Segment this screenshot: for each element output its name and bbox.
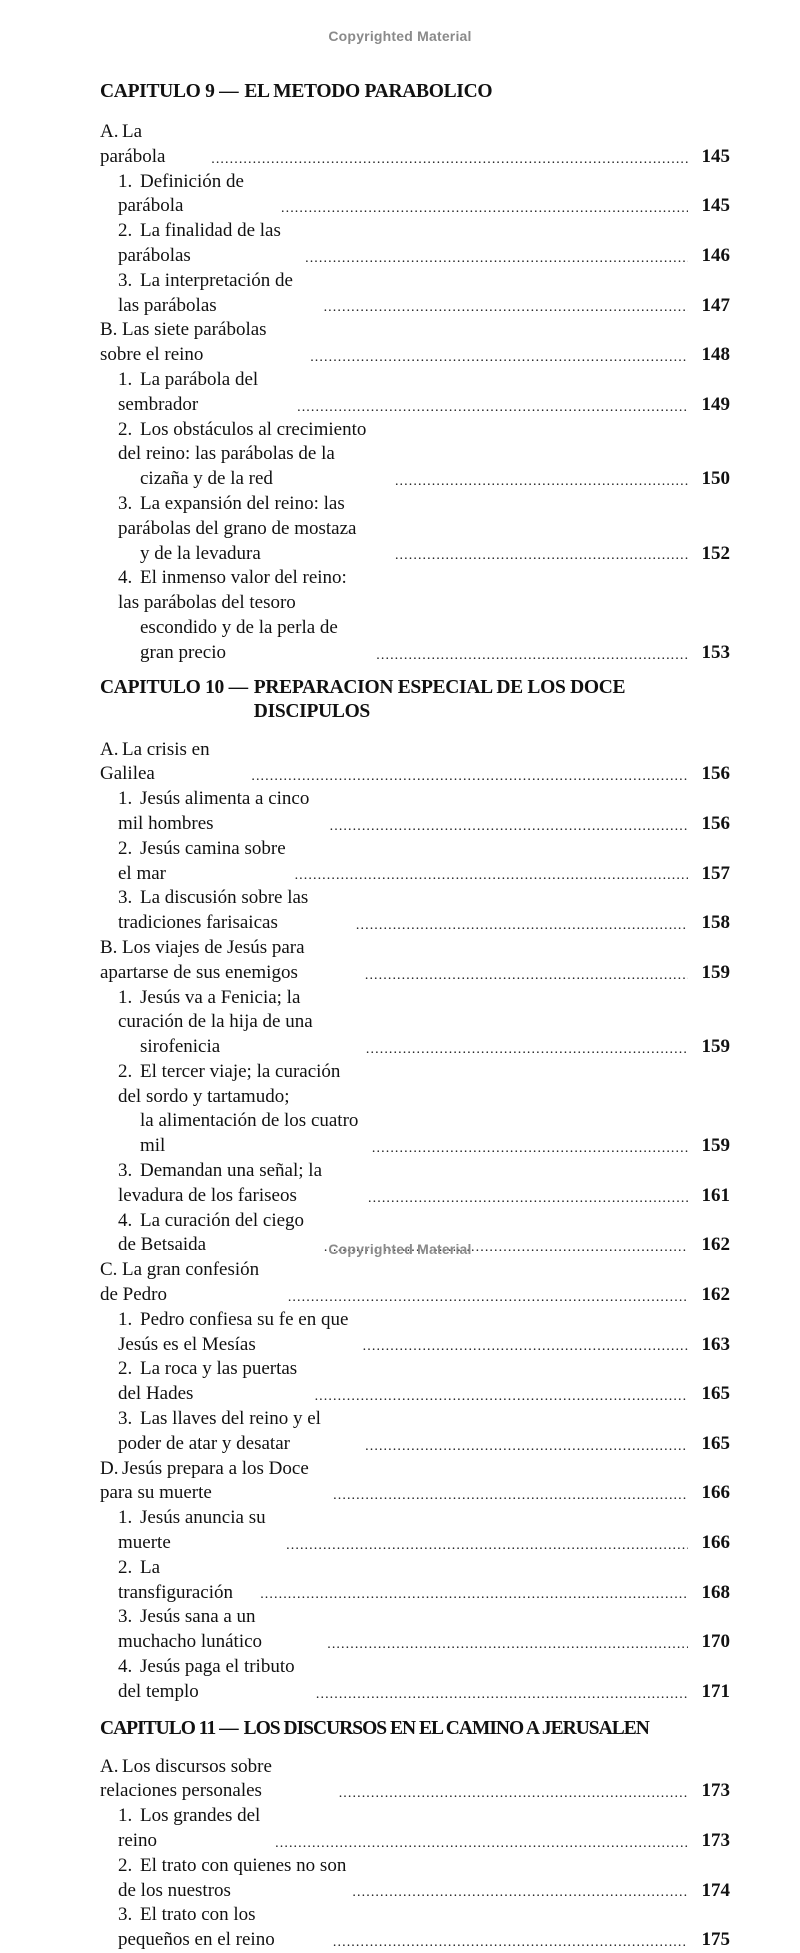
page-number: 173 [701,1780,730,1802]
page-number: 165 [701,1383,730,1405]
entry-label [118,1804,269,1854]
dot-leader [365,1437,688,1457]
toc-entry[interactable] [100,1457,730,1507]
entry-line [118,1308,357,1358]
entry-line [118,492,389,542]
chapter-number: CAPITULO 10 — [100,676,248,698]
chapter-title: LOS DISCURSOS EN EL CAMINO A JERUSALEN [243,1717,649,1739]
entry-prefix: 2. [118,1854,133,1876]
page-number: 162 [701,1234,730,1256]
entry-line [100,738,245,788]
dot-leader [288,1288,688,1308]
page-number: 156 [701,763,730,785]
entry-text: La parábola [100,121,166,167]
page-number: 166 [701,1482,730,1504]
entry-line [118,986,360,1036]
page-number: 161 [701,1184,730,1206]
entry-text: La interpretación de las parábolas [118,269,293,316]
entry-label [118,986,360,1060]
entry-prefix: 4. [118,1656,133,1678]
page-number: 173 [701,1830,730,1851]
entry-line [118,1506,280,1556]
page-number: 174 [701,1879,730,1901]
dot-leader [352,1883,688,1903]
entry-prefix: 3. [118,1160,133,1182]
entry-prefix: B. [100,936,118,958]
entry-label [118,269,318,319]
page-number: 168 [701,1581,730,1603]
entry-text: La roca y las puertas del Hades [118,1358,298,1405]
chapter-heading [100,80,730,104]
entry-line [118,368,291,418]
dot-leader [297,398,688,418]
entry-line [118,787,324,837]
entry-line [118,1109,366,1159]
entry-label [118,1903,327,1953]
entry-label [118,1357,309,1407]
entry-prefix: B. [100,319,118,341]
dot-leader [211,150,688,170]
entry-prefix: 2. [118,1556,133,1578]
dot-leader [286,1536,688,1556]
entry-line [118,566,370,616]
entry-prefix: 2. [118,220,133,242]
dot-leader [339,1784,688,1804]
page-number: 170 [701,1631,730,1653]
entry-line [118,1407,359,1457]
page-number: 158 [701,912,730,934]
page-number: 147 [701,294,730,316]
entry-label [118,1556,254,1606]
entry-line [118,1854,346,1904]
entry-text: La discusión sobre las tradiciones farisaicas [118,887,309,934]
entry-prefix: D. [100,1457,119,1479]
entry-text: La finalidad de las parábolas [118,220,281,266]
dot-leader [275,1834,688,1854]
entry-text: El trato con los pequeños en el reino [118,1904,275,1951]
entry-prefix: 3. [118,269,133,291]
watermark-bottom: Copyrighted Material [328,1241,472,1257]
entry-text: La crisis en Galilea [100,738,210,785]
toc-entry[interactable] [100,1804,730,1854]
entry-line [118,1357,309,1407]
entry-line [118,1159,362,1209]
dot-leader [366,1040,688,1060]
page-number: 162 [701,1284,730,1306]
entry-line [100,120,205,170]
entry-prefix: 4. [118,1209,133,1231]
chapter-title: PREPARACION ESPECIAL DE LOS DOCE DISCIPULOS [253,676,626,722]
entry-label [100,120,205,170]
entry-line [118,616,370,666]
entry-text: El trato con quienes no son de los nuestros [118,1854,347,1901]
page-number: 157 [701,862,730,884]
entry-label [118,1605,321,1655]
toc-entry[interactable] [100,1556,730,1606]
page-number: 150 [701,468,730,490]
dot-leader [395,546,688,566]
entry-prefix: 1. [118,368,133,390]
entry-line [100,936,359,986]
toc-entry[interactable] [100,1506,730,1556]
entry-text: El tercer viaje; la curación del sordo y tartamudo; [118,1060,341,1107]
page-number: 166 [701,1532,730,1554]
entry-prefix: 1. [118,986,133,1008]
entry-text: Los grandes del reino [118,1805,261,1851]
page-number: 153 [701,641,730,663]
dot-leader [368,1189,688,1209]
toc-entry[interactable] [100,1854,730,1904]
entry-text: Definición de parábola [118,170,244,217]
toc-entry[interactable] [100,1655,730,1705]
entry-label [118,1506,280,1556]
dot-leader [316,1685,688,1705]
entry-line [100,1755,333,1805]
page-number: 145 [701,145,730,167]
entry-text: Jesús prepara a los Doce para su muerte [100,1457,309,1504]
page-number: 159 [701,961,730,983]
toc-entry[interactable] [100,1903,730,1953]
entry-label [118,170,275,220]
entry-text: y de la levadura [140,542,261,564]
entry-label [100,738,245,788]
toc-entry[interactable] [100,787,730,837]
entry-line [118,1556,254,1606]
entry-line [118,1035,360,1060]
entry-label [118,1655,310,1705]
entry-text: La parábola del sembrador [118,368,259,415]
table-of-contents [100,80,730,1953]
entry-text: El inmenso valor del reino: las parábolas del tesoro [118,567,347,614]
toc-entry[interactable] [100,837,730,887]
entry-line [118,837,289,887]
entry-prefix: 1. [118,1805,133,1827]
toc-entry[interactable] [100,1308,730,1358]
dot-leader [372,1139,688,1159]
entry-prefix: 3. [118,887,133,909]
dot-leader [376,646,688,666]
entry-line [118,542,389,567]
entry-prefix: 3. [118,1606,133,1628]
toc-entry[interactable] [100,886,730,936]
entry-label [100,936,359,986]
entry-prefix: A. [100,121,119,142]
page-number: 148 [701,344,730,366]
entry-text: Jesús va a Fenicia; la curación de la hija de una [118,986,313,1033]
entry-text: Jesús camina sobre el mar [118,837,286,884]
toc-entry[interactable] [100,1755,730,1805]
toc-entry[interactable] [100,936,730,986]
dot-leader [305,249,688,269]
entry-label [118,1308,357,1358]
watermark-top: Copyrighted Material [328,28,472,44]
entry-text: Las llaves del reino y el poder de atar y desatar [118,1408,321,1454]
toc-entry[interactable] [100,318,730,368]
toc-entry[interactable] [100,418,730,492]
entry-text: La gran confesión de Pedro [100,1259,260,1306]
entry-text: Jesús sana a un muchacho lunático [118,1606,263,1653]
entry-line [118,219,299,269]
entry-text: La expansión del reino: las parábolas del grano de mostaza [118,492,357,539]
page-number: 146 [701,244,730,266]
entry-prefix: 3. [118,492,133,514]
toc-entry[interactable] [100,1159,730,1209]
chapter-number: CAPITULO 9 — [100,81,239,102]
entry-prefix: 1. [118,788,133,810]
chapter-title: EL METODO PARABOLICO [244,81,493,102]
page-number: 175 [701,1929,730,1951]
page-number: 159 [701,1135,730,1157]
entry-text: Demandan una señal; la levadura de los fariseos [118,1160,323,1206]
entry-prefix: 1. [118,1308,133,1330]
entry-prefix: 1. [118,170,133,192]
page-number: 171 [701,1680,730,1702]
toc-entry[interactable] [100,1357,730,1407]
toc-entry[interactable] [100,219,730,269]
toc-entry[interactable] [100,368,730,418]
page-number: 149 [701,393,730,415]
chapter-heading [100,676,730,724]
entry-label [118,1060,366,1159]
toc-entry[interactable] [100,1407,730,1457]
dot-leader [295,866,688,886]
entry-prefix: 2. [118,1060,133,1082]
entry-label [100,1755,333,1805]
dot-leader [251,767,688,787]
dot-leader [281,199,688,219]
entry-text: Las siete parábolas sobre el reino [100,319,267,366]
entry-prefix: C. [100,1259,118,1281]
entry-prefix: 1. [118,1507,133,1529]
dot-leader [395,472,688,492]
toc-entry[interactable] [100,492,730,566]
entry-line [118,1655,310,1705]
entry-text: cizaña y de la red [140,468,273,490]
dot-leader [260,1585,688,1605]
entry-text: Los obstáculos al crecimiento del reino: las parábolas de la [118,418,367,465]
page-number: 145 [701,195,730,217]
toc-entry[interactable] [100,1605,730,1655]
entry-prefix: 3. [118,1904,133,1926]
entry-line [118,170,275,220]
page-number: 163 [701,1333,730,1355]
toc-entry[interactable] [100,1060,730,1159]
dot-leader [330,817,688,837]
entry-label [118,1407,359,1457]
dot-leader [365,966,688,986]
entry-label [118,219,299,269]
page-number: 152 [701,542,730,564]
entry-label [100,1258,282,1308]
entry-line [118,1605,321,1655]
toc-entry[interactable] [100,738,730,788]
entry-text: Jesús alimenta a cinco mil hombres [118,788,310,834]
entry-label [100,1457,327,1507]
entry-text: Pedro confiesa su fe en que Jesús es el Mesías [118,1308,349,1355]
entry-line [118,1903,327,1953]
entry-line [118,418,389,468]
toc-entry[interactable] [100,170,730,220]
entry-label [118,886,350,936]
entry-text: Jesús anuncia su muerte [118,1507,266,1554]
toc-entry[interactable] [100,986,730,1060]
entry-label [118,418,389,492]
entry-line [118,269,318,319]
entry-line [118,1060,366,1110]
entry-text: la alimentación de los cuatro mil [140,1110,359,1157]
entry-text: Los viajes de Jesús para apartarse de sus enemigos [100,936,305,983]
entry-text: Los discursos sobre relaciones personales [100,1755,272,1802]
entry-line [118,467,389,492]
page-number: 156 [701,812,730,834]
entry-label [118,368,291,418]
dot-leader [327,1635,688,1655]
page-number: 165 [701,1432,730,1454]
dot-leader [333,1933,688,1953]
entry-line [118,1804,269,1854]
entry-line [100,318,304,368]
chapter-heading [100,1717,730,1741]
dot-leader [324,298,688,318]
toc-entry[interactable] [100,120,730,170]
dot-leader [333,1486,688,1506]
entry-prefix: A. [100,1755,119,1777]
entry-text: La curación del ciego de Betsaida [118,1209,305,1256]
dot-leader [315,1387,688,1407]
dot-leader [310,348,688,368]
entry-label [118,492,389,566]
entry-label [118,1854,346,1904]
entry-prefix: 3. [118,1408,133,1430]
entry-line [100,1457,327,1507]
entry-label [118,787,324,837]
entry-text: sirofenicia [140,1036,221,1058]
entry-prefix: A. [100,738,119,760]
entry-line [118,886,350,936]
entry-prefix: 4. [118,567,133,589]
dot-leader [363,1337,688,1357]
chapter-number: CAPITULO 11 — [100,1717,238,1739]
entry-prefix: 2. [118,418,133,440]
toc-entry[interactable] [100,1258,730,1308]
entry-label [118,837,289,887]
toc-entry[interactable] [100,269,730,319]
entry-label [118,1159,362,1209]
entry-text: Jesús paga el tributo del templo [118,1656,295,1702]
entry-line [100,1258,282,1308]
entry-text: La transfiguración [118,1556,234,1603]
page-number: 159 [701,1036,730,1058]
dot-leader [356,916,688,936]
entry-text: escondido y de la perla de gran precio [140,616,338,663]
entry-prefix: 2. [118,1358,133,1380]
entry-prefix: 2. [118,837,133,859]
toc-entry[interactable] [100,566,730,665]
entry-label [100,318,304,368]
entry-label [118,566,370,665]
